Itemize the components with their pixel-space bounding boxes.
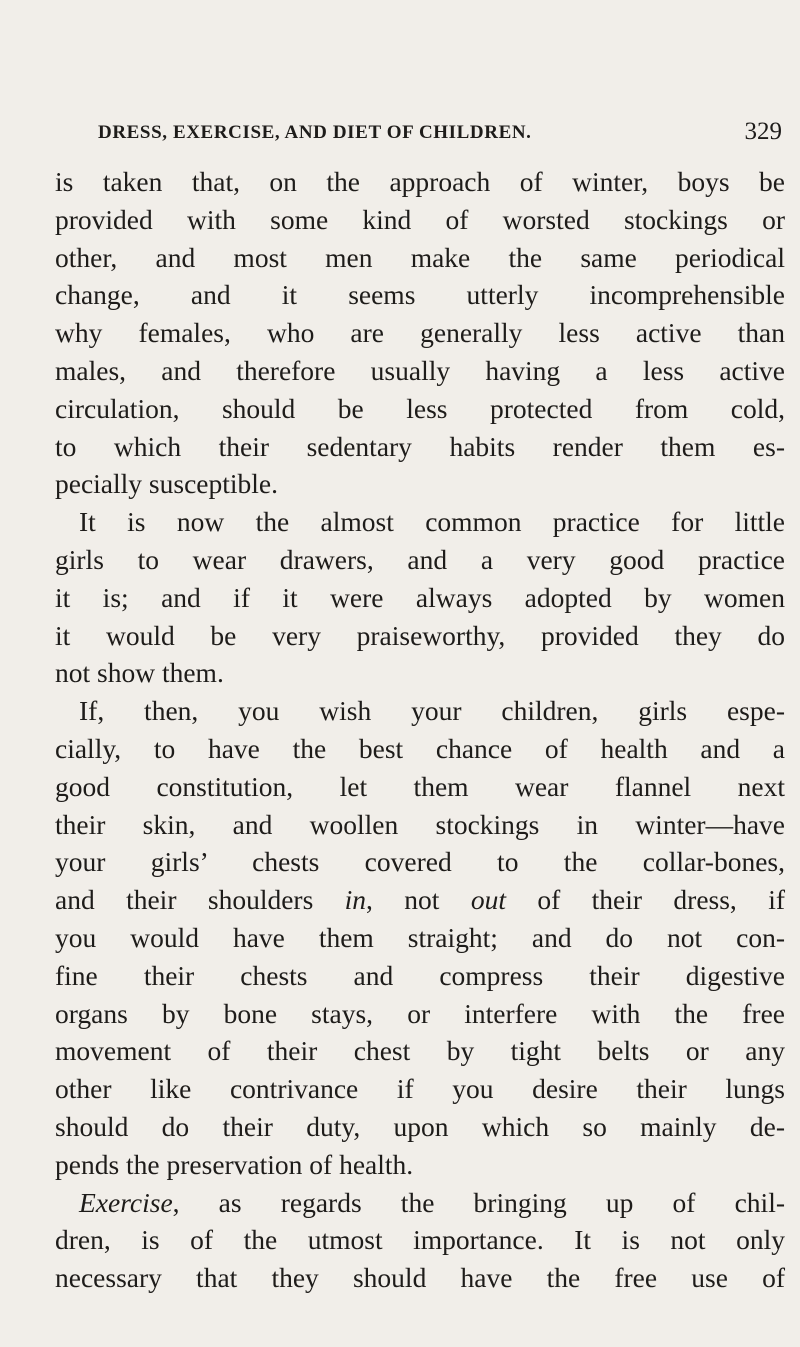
text-run: , not [366,884,471,916]
running-title: DRESS, EXERCISE, AND DIET OF CHILDREN. [98,122,532,143]
text-line: girls to wear drawers, and a very good practice [55,543,785,575]
text-line: their skin, and woollen stockings in winter—have [55,808,785,840]
text-line: dren, is of the utmost importance. It is not only [55,1224,785,1256]
text-line: males, and therefore usually having a less active [55,354,785,386]
text-line: to which their sedentary habits render them es- [55,430,785,462]
page-number: 329 [744,118,782,145]
text-line: not show them. [55,657,224,689]
running-head [98,118,788,148]
text-line: cially, to have the best chance of health and a [55,732,785,764]
text-line: pecially susceptible. [55,468,278,500]
text-line [55,881,785,919]
text-line: necessary that they should have the free use of [55,1262,785,1294]
text-line: movement of their chest by tight belts or any [55,1035,785,1067]
text-run: of their dress, if [505,884,785,916]
italic-word: out [470,884,506,916]
paragraph-start-line: It is now the almost common practice for little [79,506,785,538]
text-line: it is; and if it were always adopted by women [55,581,785,613]
text-line: other, and most men make the same periodical [55,241,785,273]
text-line: is taken that, on the approach of winter, boys be [55,166,785,197]
text-run: , as regards the bringing up of chil- [172,1186,785,1218]
text-line: provided with some kind of worsted stockings or [55,203,785,235]
text-line: it would be very praiseworthy, provided they do [55,619,785,651]
text-line: why females, who are generally less active than [55,317,785,349]
paragraph-start-line [55,1184,785,1222]
text-line: circulation, should be less protected from cold, [55,392,785,424]
text-run: and their shoulders [55,884,345,916]
text-line: should do their duty, upon which so mainly de- [55,1110,785,1142]
text-line: fine their chests and compress their digestive [55,959,785,991]
text-line: pends the preservation of health. [55,1148,414,1180]
paragraph-start-line: If, then, you wish your children, girls espe- [79,695,785,727]
italic-word: in [344,884,367,916]
italic-word: Exercise [79,1186,173,1218]
text-line: you would have them straight; and do not con- [55,921,785,953]
body-text [55,163,785,1297]
text-line: good constitution, let them wear flannel next [55,770,785,802]
text-line: organs by bone stays, or interfere with the free [55,997,785,1029]
text-line: change, and it seems utterly incomprehensible [55,279,785,311]
text-line: other like contrivance if you desire their lungs [55,1073,785,1105]
text-line: your girls’ chests covered to the collar-bones, [55,846,785,878]
